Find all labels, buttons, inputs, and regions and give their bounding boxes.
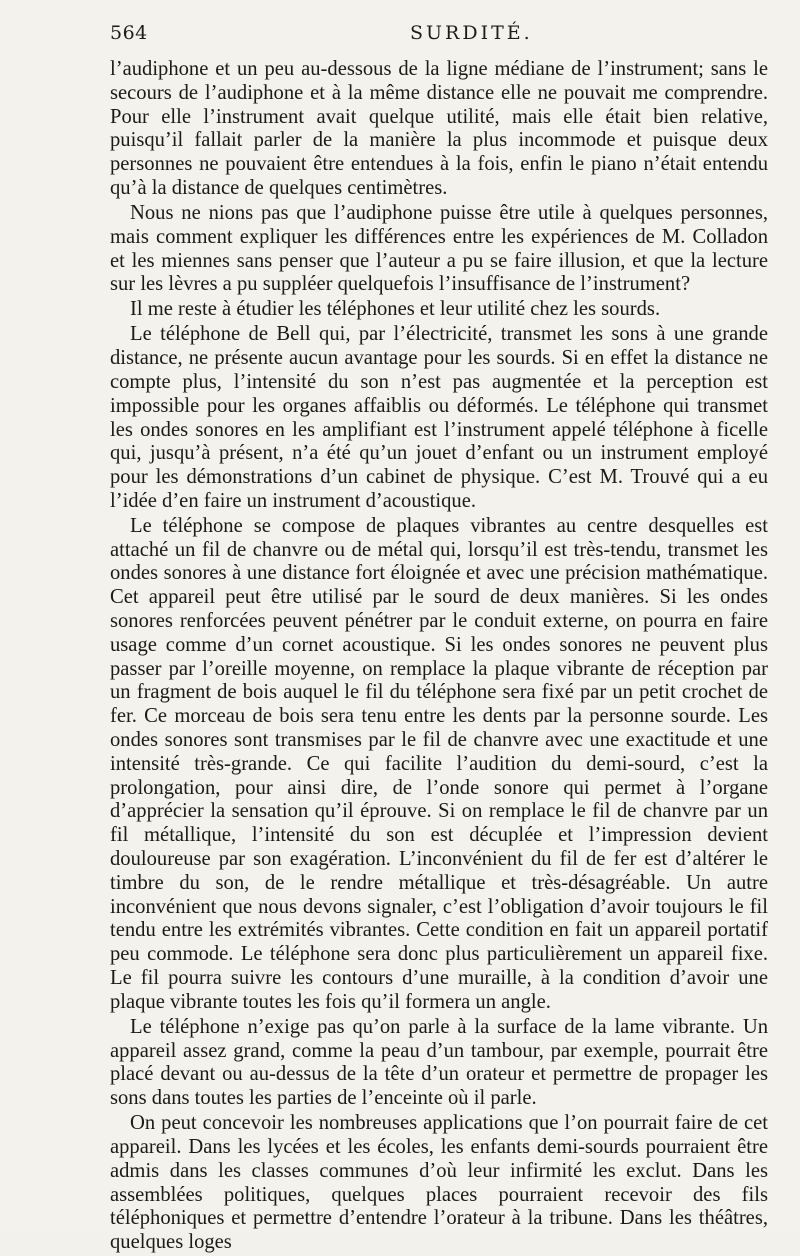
body-text bbox=[110, 58, 768, 1256]
paragraph-bell-telephone: Le téléphone de Bell qui, par l’électricité, transmet les sons à une grande distance, ne présente aucun avantage pour les sourds. Si en effet la distance ne compte plus, l’intensité du son n’est pas augmentée et la perception est impossible pour les organes affaiblis ou déformés. Le téléphone qui transmet les ondes sonores en les amplifiant est l’instrument appelé téléphone à ficelle qui, jusqu’à présent, n’a été qu’un jouet d’enfant ou un instrument employé pour les démonstrations d’un cabinet de physique. C’est M. Trouvé qui a eu l’idée d’en faire un instrument d’acoustique. bbox=[110, 323, 768, 512]
paragraph-applications: On peut concevoir les nombreuses applications que l’on pourrait faire de cet appareil. Dans les lycées et les écoles, les enfants demi-sourds pourraient être admis dans les classes communes d’où leur infirmité les exclut. Dans les assemblées politiques, quelques places pourraient recevoir des fils téléphoniques et permettre d’entendre l’orateur à la tribune. Dans les théâtres, quelques loges bbox=[110, 1112, 768, 1254]
page-header bbox=[110, 22, 770, 50]
paragraph-continuation: l’audiphone et un peu au-dessous de la ligne médiane de l’instrument; sans le secours de l’audiphone et à la même distance elle ne pouvait me comprendre. Pour elle l’instrument avait quelque utilité, mais elle était bien relative, puisqu’il fallait parler de la manière la plus incommode et puisque deux personnes ne pouvaient être entendues à la fois, enfin le piano n’était entendu qu’à la distance de quelques centimètres. bbox=[110, 58, 768, 199]
page-number: 564 bbox=[110, 22, 148, 44]
paragraph-telephone-description: Le téléphone se compose de plaques vibrantes au centre desquelles est attaché un fil de chanvre ou de métal qui, lorsqu’il est très-tendu, transmet les ondes sonores à une distance fort éloignée et avec une précision mathématique. Cet appareil peut être utilisé par le sourd de deux manières. Si les ondes sonores renforcées peuvent pénétrer par le conduit externe, on pourra en faire usage comme d’un cornet acoustique. Si les ondes sonores ne peuvent plus passer par l’oreille moyenne, on remplace la plaque vibrante de réception par un fragment de bois auquel le fil du téléphone sera fixé par un petit crochet de fer. Ce morceau de bois sera tenu entre les dents par la personne sourde. Les ondes sonores sont transmises par le fil de chanvre avec une exactitude et une intensité très-grande. Ce qui facilite l’audition du demi-sourd, c’est la prolongation, pour ainsi dire, de l’onde sonore qui permet à l’organe d’apprécier la sensation qu’il éprouve. Si on remplace le fil de chanvre par un fil métallique, l’intensité du son est décuplée et l’impression devient douloureuse par son exagération. L’inconvénient du fil de fer est d’altérer le timbre du son, de le rendre métallique et très-désagréable. Un autre inconvénient que nous devons signaler, c’est l’obligation d’avoir toujours le fil tendu entre les extrémités vibrantes. Cette condition en fait un appareil portatif peu commode. Le téléphone sera donc plus particulièrement un appareil fixe. Le fil pourra suivre les contours d’une muraille, à la condition d’avoir une plaque vibrante toutes les fois qu’il formera un angle. bbox=[110, 514, 768, 1013]
running-title: SURDITÉ. bbox=[410, 22, 533, 44]
paragraph-telephones-intro: Il me reste à étudier les téléphones et leur utilité chez les sourds. bbox=[130, 298, 661, 321]
paragraph-audiphone-discussion: Nous ne nions pas que l’audiphone puisse être utile à quelques personnes, mais comment expliquer les différences entre les expériences de M. Colladon et les miennes sans penser que l’auteur a pu se faire illusion, et que la lecture sur les lèvres a pu suppléer quelquefois l’insuffisance de l’instrument? bbox=[110, 201, 768, 296]
paragraph-large-apparatus: Le téléphone n’exige pas qu’on parle à la surface de la lame vibrante. Un appareil assez grand, comme la peau d’un tambour, par exemple, pourrait être placé devant ou au-dessus de la tête d’un orateur et permettre de propager les sons dans toutes les parties de l’enceinte où il parle. bbox=[110, 1015, 768, 1110]
